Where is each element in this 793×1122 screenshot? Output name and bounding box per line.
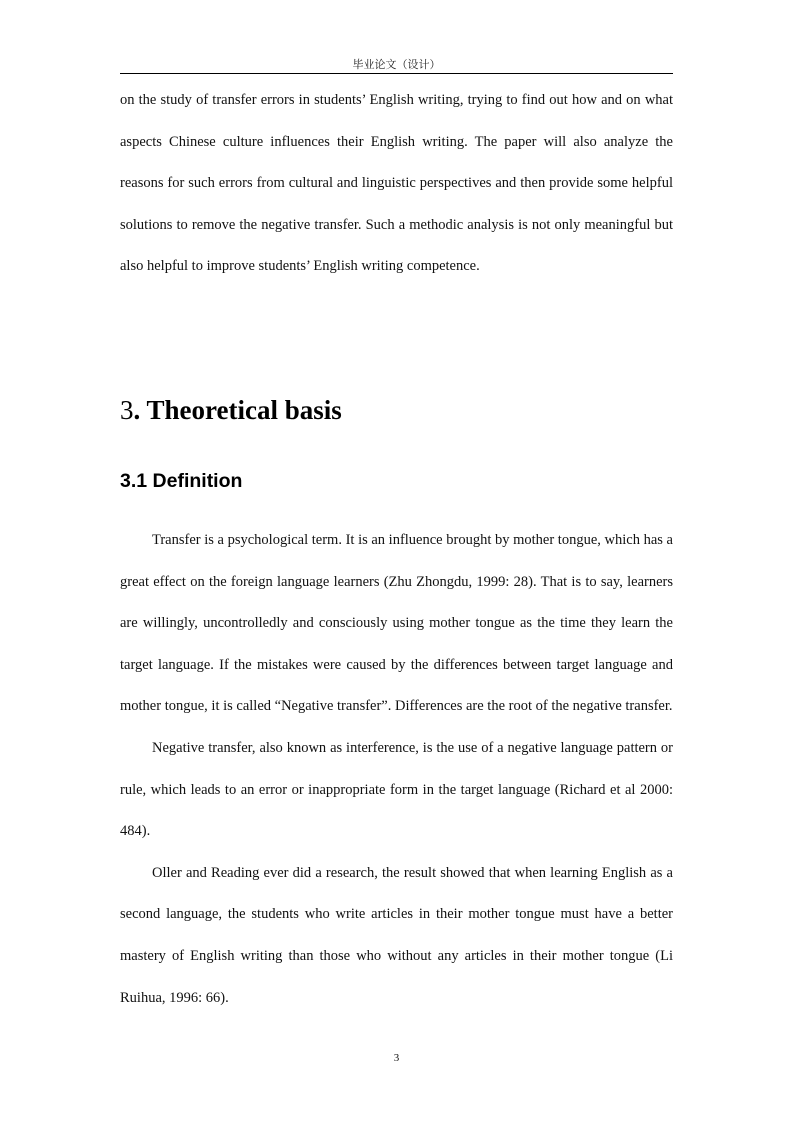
running-header: 毕业论文（设计） bbox=[352, 58, 441, 71]
section-title: . Theoretical basis bbox=[133, 395, 342, 425]
intro-block bbox=[120, 80, 673, 288]
body-paragraph: Transfer is a psychological term. It is an influence brought by mother tongue, which has a great effect on the foreign language learners (Zhu Zhongdu, 1999: 28). That is to say, learners are willingly, uncontrolledly and consciously using mother tongue as the time they learn the target language. If the mistakes were caused by the differences between target language and mother tongue, it is called “Negative transfer”. Differences are the root of the negative transfer. bbox=[120, 532, 673, 715]
header-rule bbox=[120, 73, 673, 74]
section-number: 3 bbox=[120, 395, 134, 425]
subsection-heading: 3.1 Definition bbox=[120, 470, 243, 492]
body-paragraph: Oller and Reading ever did a research, the result showed that when learning English as a second language, the students who write articles in their mother tongue must have a better mastery of English writing than those who without any articles in their mother tongue (Li Ruihua, 1996: 66). bbox=[120, 864, 673, 1006]
intro-paragraph: on the study of transfer errors in students’ English writing, trying to find out how and on what aspects Chinese culture influences their English writing. The paper will also analyze the reasons for such errors from cultural and linguistic perspectives and then provide some helpful solutions to remove the negative transfer. Such a methodic analysis is not only meaningful but also helpful to improve students’ English writing competence. bbox=[120, 92, 673, 275]
definition-body bbox=[120, 520, 673, 1019]
section-heading bbox=[120, 395, 342, 426]
page-number: 3 bbox=[393, 1052, 400, 1064]
body-paragraph: Negative transfer, also known as interference, is the use of a negative language pattern or rule, which leads to an error or inappropriate form in the target language (Richard et al 2000: 484). bbox=[120, 739, 673, 840]
